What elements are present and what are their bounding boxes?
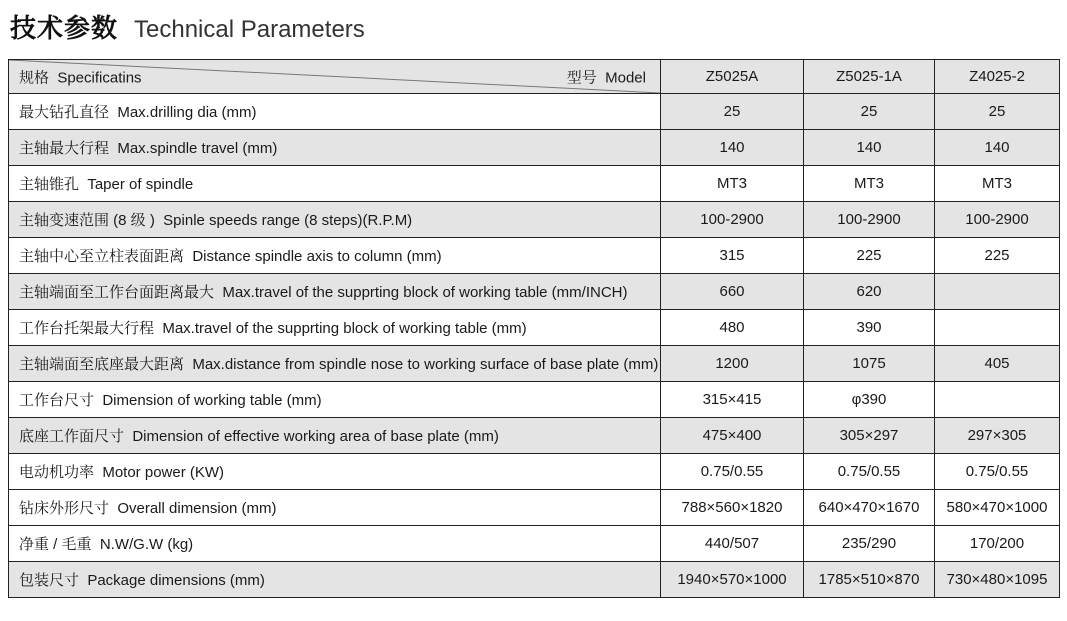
page-title-en: Technical Parameters [134, 16, 365, 43]
value-cell: 297×305 [935, 418, 1060, 454]
value-cell: 390 [804, 310, 935, 346]
value-cell: 1785×510×870 [804, 562, 935, 598]
value-cell: 0.75/0.55 [804, 454, 935, 490]
value-cell: 140 [804, 130, 935, 166]
row-label: 主轴最大行程 Max.spindle travel (mm) [9, 130, 661, 166]
spec-model-header-cell [9, 60, 661, 94]
value-cell: MT3 [661, 166, 804, 202]
row-label: 主轴端面至工作台面距离最大 Max.travel of the supprting block of working table (mm/INCH) [9, 274, 661, 310]
model-header-label: 型号 Model [566, 69, 646, 86]
table-body [9, 94, 1060, 598]
value-cell: 170/200 [935, 526, 1060, 562]
row-label: 工作台尺寸 Dimension of working table (mm) [9, 382, 661, 418]
table-row [9, 562, 1060, 598]
value-cell: 580×470×1000 [935, 490, 1060, 526]
value-cell: MT3 [804, 166, 935, 202]
value-cell: 0.75/0.55 [935, 454, 1060, 490]
table-row [9, 238, 1060, 274]
value-cell: 788×560×1820 [661, 490, 804, 526]
value-cell [935, 382, 1060, 418]
table-row [9, 346, 1060, 382]
value-cell: 25 [661, 94, 804, 130]
model-header-Z4025-2: Z4025-2 [935, 60, 1060, 94]
row-label: 净重 / 毛重 N.W/G.W (kg) [9, 526, 661, 562]
value-cell: 0.75/0.55 [661, 454, 804, 490]
value-cell: 475×400 [661, 418, 804, 454]
model-header-Z5025A: Z5025A [661, 60, 804, 94]
table-row [9, 166, 1060, 202]
spec-header-label: 规格 Specificatins [19, 69, 142, 86]
value-cell: 730×480×1095 [935, 562, 1060, 598]
value-cell: 440/507 [661, 526, 804, 562]
value-cell: 140 [661, 130, 804, 166]
table-row [9, 94, 1060, 130]
row-label: 钻床外形尺寸 Overall dimension (mm) [9, 490, 661, 526]
page-title [10, 8, 1059, 45]
value-cell: 315 [661, 238, 804, 274]
row-label: 主轴锥孔 Taper of spindle [9, 166, 661, 202]
row-label: 主轴中心至立柱表面距离 Distance spindle axis to column (mm) [9, 238, 661, 274]
value-cell: 25 [935, 94, 1060, 130]
row-label: 底座工作面尺寸 Dimension of effective working area of base plate (mm) [9, 418, 661, 454]
technical-parameters-table [8, 59, 1060, 598]
row-label: 工作台托架最大行程 Max.travel of the supprting block of working table (mm) [9, 310, 661, 346]
value-cell: 1200 [661, 346, 804, 382]
table-row [9, 130, 1060, 166]
value-cell: 1075 [804, 346, 935, 382]
table-row [9, 454, 1060, 490]
table-row [9, 382, 1060, 418]
table-row [9, 310, 1060, 346]
value-cell: 620 [804, 274, 935, 310]
model-header-Z5025-1A: Z5025-1A [804, 60, 935, 94]
value-cell: 100-2900 [661, 202, 804, 238]
value-cell: 225 [935, 238, 1060, 274]
row-label: 电动机功率 Motor power (KW) [9, 454, 661, 490]
row-label: 包装尺寸 Package dimensions (mm) [9, 562, 661, 598]
value-cell: 305×297 [804, 418, 935, 454]
value-cell: 140 [935, 130, 1060, 166]
table-header-row [9, 60, 1060, 94]
value-cell: 315×415 [661, 382, 804, 418]
value-cell [935, 310, 1060, 346]
value-cell: 660 [661, 274, 804, 310]
value-cell: 25 [804, 94, 935, 130]
value-cell: 235/290 [804, 526, 935, 562]
value-cell: φ390 [804, 382, 935, 418]
value-cell: 640×470×1670 [804, 490, 935, 526]
value-cell: 100-2900 [935, 202, 1060, 238]
row-label: 主轴变速范围 (8 级 ) Spinle speeds range (8 steps)(R.P.M) [9, 202, 661, 238]
table-row [9, 526, 1060, 562]
table-row [9, 490, 1060, 526]
value-cell: 100-2900 [804, 202, 935, 238]
value-cell: MT3 [935, 166, 1060, 202]
value-cell: 225 [804, 238, 935, 274]
table-row [9, 274, 1060, 310]
value-cell [935, 274, 1060, 310]
table-row [9, 202, 1060, 238]
row-label: 主轴端面至底座最大距离 Max.distance from spindle nose to working surface of base plate (mm) [9, 346, 661, 382]
value-cell: 1940×570×1000 [661, 562, 804, 598]
value-cell: 405 [935, 346, 1060, 382]
value-cell: 480 [661, 310, 804, 346]
table-row [9, 418, 1060, 454]
row-label: 最大钻孔直径 Max.drilling dia (mm) [9, 94, 661, 130]
page-title-zh: 技术参数 [10, 13, 119, 43]
